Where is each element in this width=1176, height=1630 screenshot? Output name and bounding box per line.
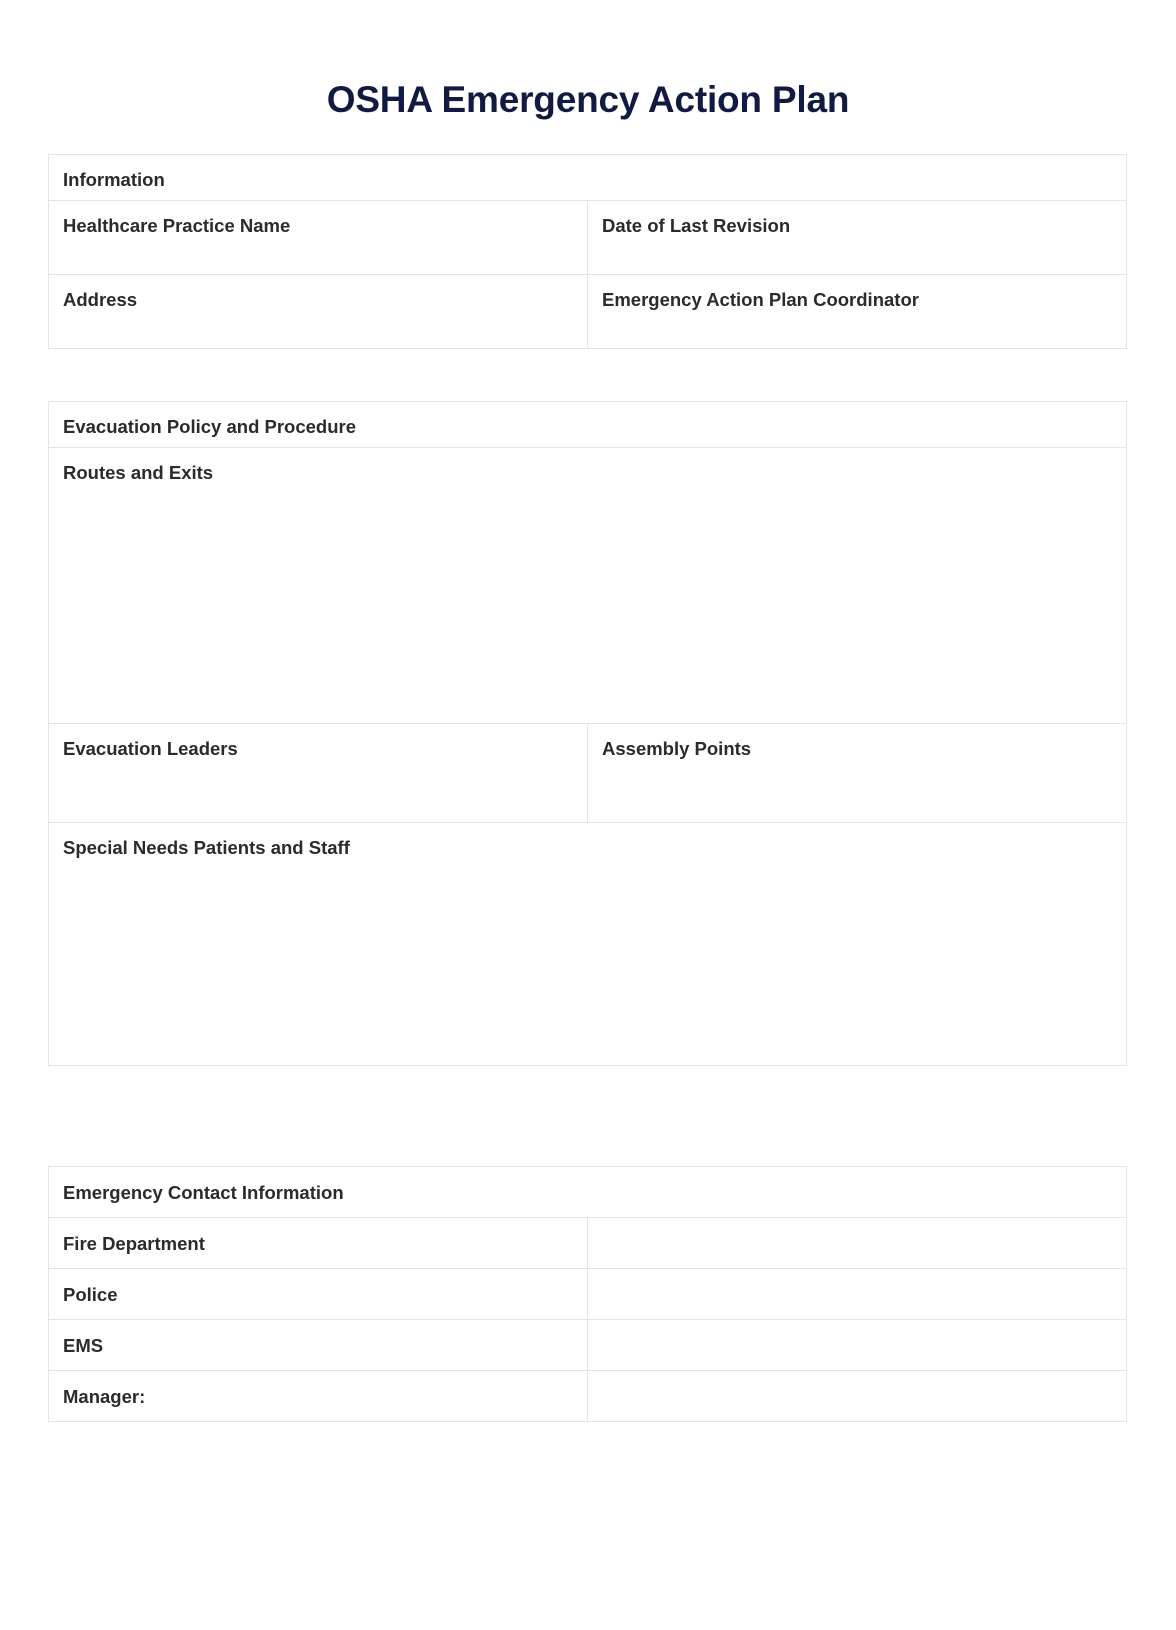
- routes-and-exits-field[interactable]: Routes and Exits: [49, 448, 1127, 724]
- page-title: OSHA Emergency Action Plan: [326, 78, 850, 120]
- evacuation-section-header: Evacuation Policy and Procedure: [49, 402, 1127, 448]
- evacuation-policy-table: [48, 401, 1127, 1066]
- manager-label: Manager:: [49, 1371, 588, 1422]
- table-row: [49, 1218, 1127, 1269]
- table-row: [49, 1167, 1127, 1218]
- table-row: [49, 1320, 1127, 1371]
- table-row[interactable]: [49, 724, 1127, 823]
- information-table: [48, 154, 1127, 349]
- table-row[interactable]: [49, 448, 1127, 724]
- assembly-points-field[interactable]: Assembly Points: [588, 724, 1127, 823]
- fire-department-value[interactable]: [588, 1218, 1127, 1269]
- ems-value[interactable]: [588, 1320, 1127, 1371]
- manager-value[interactable]: [588, 1371, 1127, 1422]
- healthcare-practice-name-label: Healthcare Practice Name: [49, 201, 588, 275]
- emergency-action-plan-coordinator-label: Emergency Action Plan Coordinator: [588, 275, 1127, 349]
- table-row: [49, 155, 1127, 201]
- information-section-header: Information: [49, 155, 1127, 201]
- date-of-last-revision-label: Date of Last Revision: [588, 201, 1127, 275]
- table-row: [49, 1269, 1127, 1320]
- address-label: Address: [49, 275, 588, 349]
- fire-department-label: Fire Department: [49, 1218, 588, 1269]
- special-needs-patients-and-staff-field[interactable]: Special Needs Patients and Staff: [49, 823, 1127, 1066]
- emergency-contact-table: [48, 1166, 1127, 1422]
- table-row: [49, 201, 1127, 275]
- evacuation-leaders-field[interactable]: Evacuation Leaders: [49, 724, 588, 823]
- table-row: [49, 402, 1127, 448]
- table-row[interactable]: [49, 823, 1127, 1066]
- emergency-contact-section-header: Emergency Contact Information: [49, 1167, 1127, 1218]
- police-value[interactable]: [588, 1269, 1127, 1320]
- ems-label: EMS: [49, 1320, 588, 1371]
- table-row: [49, 275, 1127, 349]
- table-row: [49, 1371, 1127, 1422]
- police-label: Police: [49, 1269, 588, 1320]
